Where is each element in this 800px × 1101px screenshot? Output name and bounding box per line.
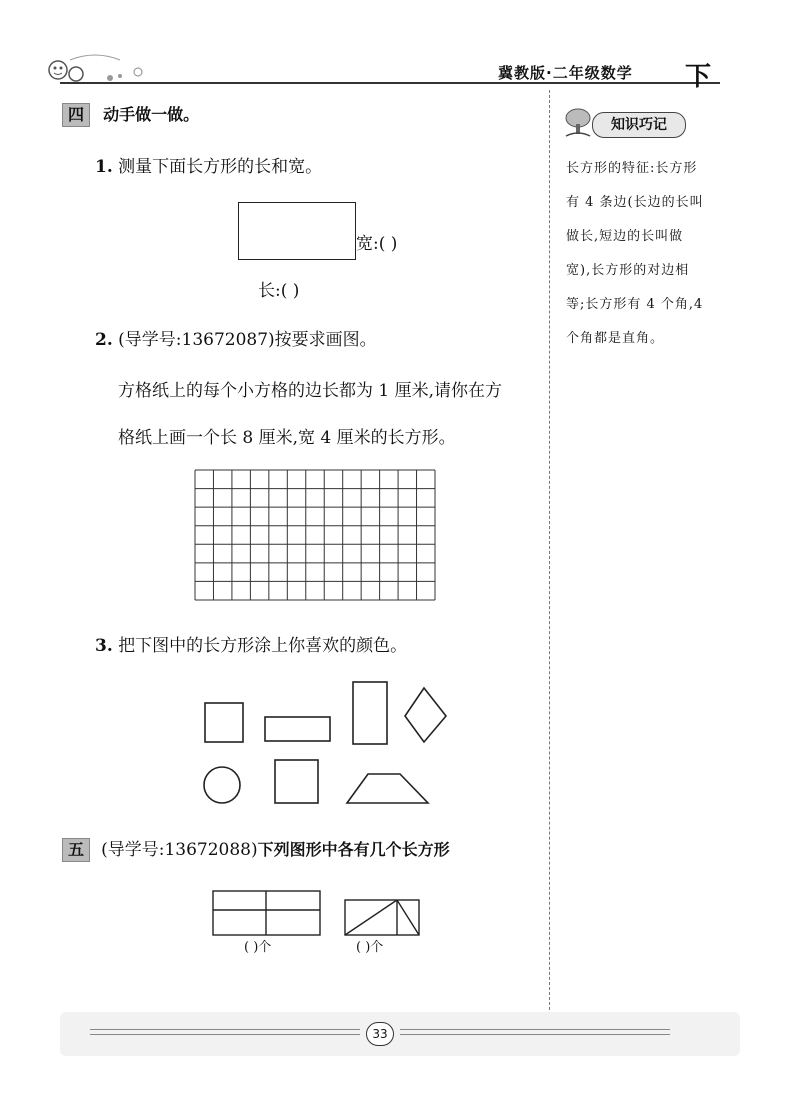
tip-line: 个角都是直角。: [566, 331, 665, 346]
square-grid-paper[interactable]: [194, 469, 436, 601]
question-2-instruction-line-2: 格纸上画一个长 8 厘米,宽 4 厘米的长方形。: [118, 428, 456, 448]
question-1: [95, 152, 322, 177]
question-1-text: 测量下面长方形的长和宽。: [118, 157, 323, 177]
shapes-to-color: [196, 676, 456, 812]
knowledge-tip-title: 知识巧记: [592, 112, 686, 138]
question-3: [95, 631, 407, 656]
rectangle-shape-wide[interactable]: [265, 717, 330, 741]
section-4-badge: 四: [62, 103, 90, 127]
length-label: 长:( ): [258, 281, 300, 301]
square-shape-2[interactable]: [275, 760, 318, 803]
section-5-badge: 五: [62, 838, 90, 862]
question-3-number: 3.: [95, 636, 113, 656]
tip-line: 长方形的特征:长方形: [566, 161, 698, 176]
footer-band: [60, 1012, 740, 1056]
rhombus-shape[interactable]: [405, 688, 446, 742]
footer-rule-right: [400, 1029, 670, 1035]
section-5-prefix: (导学号:13672088): [101, 840, 258, 860]
tip-line: 等;长方形有 4 个角,4: [566, 297, 704, 312]
trapezoid-shape[interactable]: [347, 774, 428, 803]
count-rectangles-figures: [210, 888, 426, 938]
figure-2-triangulated-rectangle: [345, 900, 419, 935]
answer-blank-1[interactable]: ( )个: [244, 940, 272, 955]
section-4-heading: [62, 102, 199, 127]
question-2: [95, 325, 377, 350]
page-number: 33: [366, 1022, 394, 1046]
tip-line: 宽),长方形的对边相: [566, 263, 690, 278]
knowledge-tip-text: [566, 152, 706, 356]
answer-blank-2[interactable]: ( )个: [356, 940, 384, 955]
tip-line: 做长,短边的长叫做: [566, 229, 684, 244]
knowledge-tip-badge: [562, 106, 692, 142]
section-4-title: 动手做一做。: [103, 105, 200, 124]
figure-1-divided-rectangle: [213, 891, 320, 935]
circle-shape[interactable]: [204, 767, 240, 803]
volume-mark: 下: [685, 62, 712, 92]
edition-label: 冀教版·二年级数学: [498, 64, 633, 82]
width-label: 宽:( ): [356, 234, 398, 254]
column-divider: [549, 90, 550, 1010]
tip-line: 有 4 条边(长边的长叫: [566, 195, 704, 210]
question-1-number: 1.: [95, 157, 113, 177]
cartoon-logo-icon: [40, 52, 150, 86]
square-shape-1[interactable]: [205, 703, 243, 742]
question-3-text: 把下图中的长方形涂上你喜欢的颜色。: [118, 636, 408, 656]
rectangle-shape-tall[interactable]: [353, 682, 387, 744]
footer-rule-left: [90, 1029, 360, 1035]
question-2-instruction-line-1: 方格纸上的每个小方格的边长都为 1 厘米,请你在方: [118, 381, 503, 401]
section-5-title: 下列图形中各有几个长方形: [257, 840, 450, 859]
question-2-number: 2.: [95, 330, 113, 350]
question-2-text: (导学号:13672087)按要求画图。: [118, 330, 377, 350]
section-5-heading: [62, 835, 450, 862]
measure-rectangle: [238, 202, 356, 260]
